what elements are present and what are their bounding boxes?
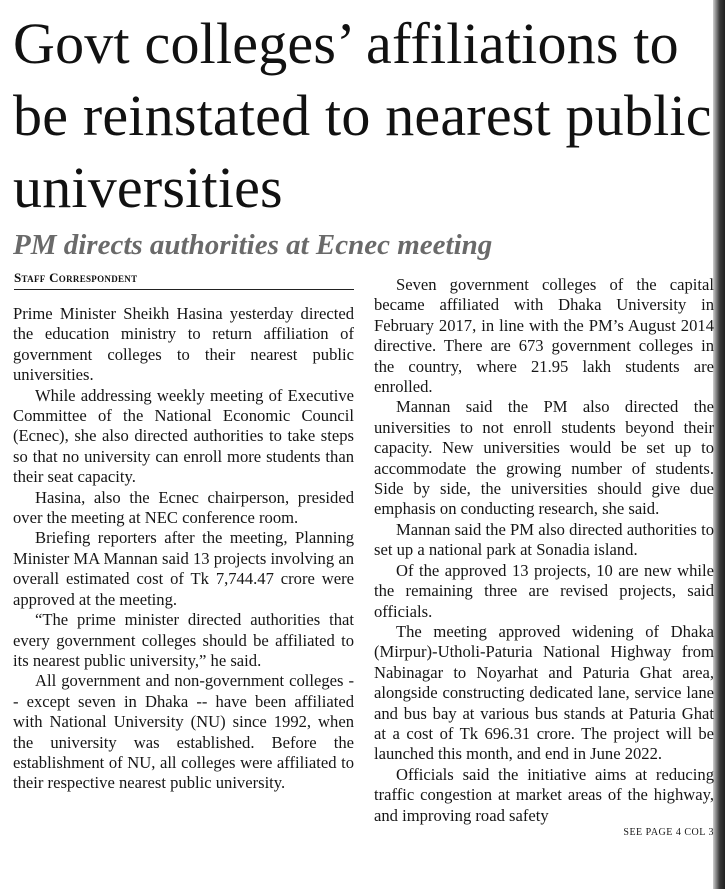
paragraph: All government and non-government colleges -- except seven in Dhaka -- have been affiliated with National University (NU) since 1992, when the university was established. Before the establishment of NU, all colleges were affiliated to their respective nearest public university. [13,671,354,793]
paragraph: Hasina, also the Ecnec chairperson, presided over the meeting at NEC conference room. [13,487,354,528]
paragraph: Briefing reporters after the meeting, Planning Minister MA Mannan said 13 projects involving an overall estimated cost of Tk 7,744.47 crore were approved at the meeting. [13,528,354,609]
paragraph: While addressing weekly meeting of Executive Committee of the National Economic Council (Ecnec), she also directed authorities to take steps so that no university can enroll more students than their seat capacity. [13,385,354,487]
paragraph: “The prime minister directed authorities that every government colleges should be affiliated to its nearest public university,” he said. [13,610,354,670]
paragraph: Officials said the initiative aims at reducing traffic congestion at market areas of the highway, and improving road safety [374,764,714,825]
paragraph: Seven government colleges of the capital became affiliated with Dhaka University in February 2017, in line with the PM’s August 2014 directive. There are 673 government colleges in the country, where 21.95 lakh students are enrolled. [374,275,714,397]
headline: Govt colleges’ affiliations to be reinstated to nearest public universities [13,11,712,220]
paragraph: The meeting approved widening of Dhaka (Mirpur)-Utholi-Paturia National Highway from Nabinagar to Noyarhat and Paturia Ghat area, alongside constructing dedicated lane, service lane and bus bay at various bus stands at Paturia Ghat at a cost of Tk 696.31 crore. The project will be launched this month, and end in June 2022. [374,621,714,764]
page-edge-shadow [713,0,725,889]
subheadline: PM directs authorities at Ecnec meeting [13,229,493,261]
article-column-right [374,275,714,889]
article-column-left [13,304,354,889]
paragraph: Of the approved 13 projects, 10 are new while the remaining three are revised projects, said officials. [374,560,714,621]
continued-on-page-note: SEE PAGE 4 COL 3 [623,826,714,838]
paragraph: Mannan said the PM also directed the universities to not enroll students beyond their capacity. New universities would be set up to accommodate the growing number of students. Side by side, the universities should give due emphasis on conducting research, she said. [374,397,714,519]
paragraph: Mannan said the PM also directed authorities to set up a national park at Sonadia island. [374,519,714,560]
paragraph: Prime Minister Sheikh Hasina yesterday directed the education ministry to return affiliation of government colleges to their nearest public universities. [13,304,354,385]
byline: Staff Correspondent [14,270,354,290]
